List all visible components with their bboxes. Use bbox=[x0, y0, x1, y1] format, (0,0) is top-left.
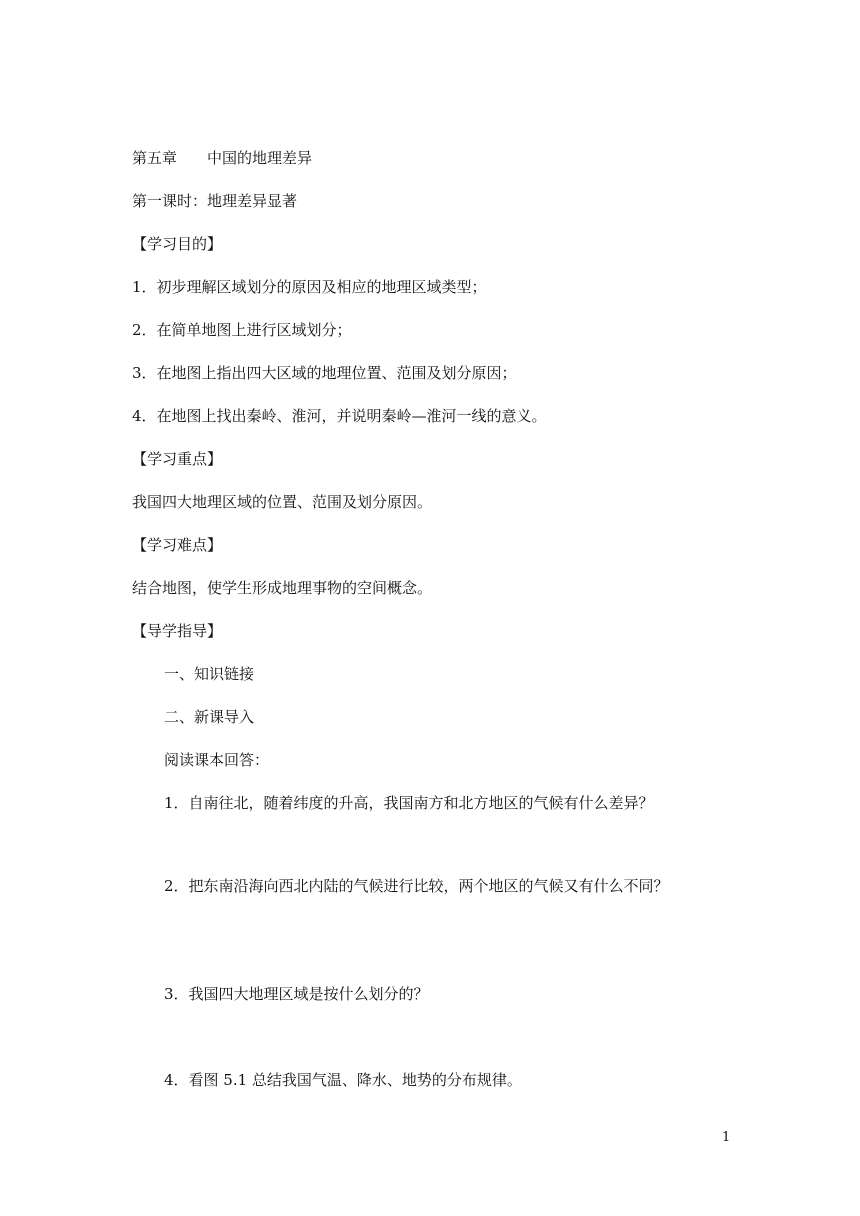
question-4: 4．看图 5.1 总结我国气温、降水、地势的分布规律。 bbox=[164, 1071, 522, 1089]
guide-heading: 【导学指导】 bbox=[132, 622, 223, 640]
difficulties-text: 结合地图，使学生形成地理事物的空间概念。 bbox=[132, 579, 433, 597]
page-number: 1 bbox=[722, 1130, 731, 1145]
guide-section-2: 二、新课导入 bbox=[164, 708, 255, 726]
difficulties-heading: 【学习难点】 bbox=[132, 536, 223, 554]
chapter-title: 第五章 中国的地理差异 bbox=[132, 149, 313, 167]
key-points-heading: 【学习重点】 bbox=[132, 450, 223, 468]
objective-item-1: 1．初步理解区域划分的原因及相应的地理区域类型； bbox=[132, 278, 487, 296]
objective-item-3: 3．在地图上指出四大区域的地理位置、范围及划分原因； bbox=[132, 364, 517, 382]
question-2-text: 2．把东南沿海向西北内陆的气候进行比较，两个地区的气候又有什么不同？ bbox=[164, 877, 669, 895]
key-points-text: 我国四大地理区域的位置、范围及划分原因。 bbox=[132, 493, 433, 511]
objective-item-2: 2．在简单地图上进行区域划分； bbox=[132, 321, 352, 339]
objectives-heading: 【学习目的】 bbox=[132, 235, 223, 253]
lesson-title: 第一课时：地理差异显著 bbox=[132, 192, 298, 210]
question-1: 1．自南往北，随着纬度的升高，我国南方和北方地区的气候有什么差异？ bbox=[164, 794, 654, 812]
read-prompt: 阅读课本回答： bbox=[164, 751, 270, 769]
guide-section-1: 一、知识链接 bbox=[164, 665, 255, 683]
question-2 bbox=[132, 874, 732, 898]
objective-item-4: 4．在地图上找出秦岭、淮河，并说明秦岭—淮河一线的意义。 bbox=[132, 407, 547, 425]
question-3: 3．我国四大地理区域是按什么划分的？ bbox=[164, 985, 429, 1003]
